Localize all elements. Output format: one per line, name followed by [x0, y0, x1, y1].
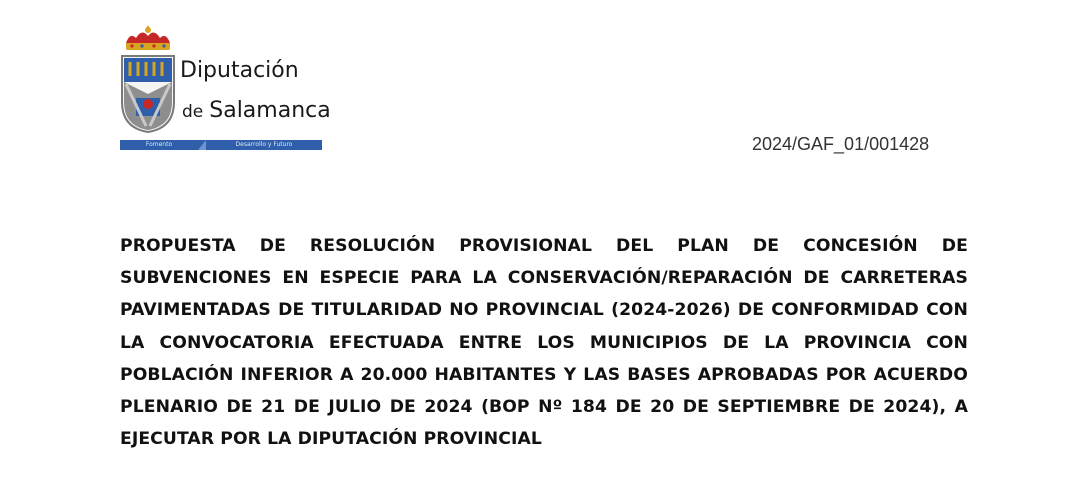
- organization-logo: [118, 26, 331, 152]
- document-title: PROPUESTA DE RESOLUCIÓN PROVISIONAL DEL PLAN DE CONCESIÓN DE SUBVENCIONES EN ESPECIE PARA LA CONSERVACIÓN/REPARACIÓN DE CARRETERAS PAVIMENTADAS DE TITULARIDAD NO PROVINCIAL (2024-2026) DE CONFORMIDAD CON LA CONVOCATORIA EFECTUADA ENTRE LOS MUNICIPIOS DE LA PROVINCIA CON POBLACIÓN INFERIOR A 20.000 HABITANTES Y LAS BASES APROBADAS POR ACUERDO PLENARIO DE 21 DE JULIO DE 2024 (BOP Nº 184 DE 20 DE SEPTIEMBRE DE 2024), A EJECUTAR POR LA DIPUTACIÓN PROVINCIAL: [120, 236, 968, 450]
- banner-divider: [198, 140, 206, 150]
- organization-name-main: Salamanca: [209, 98, 331, 123]
- document-reference: 2024/GAF_01/001428: [752, 134, 930, 154]
- organization-name-line1: Diputación: [180, 58, 299, 83]
- organization-name-line2: [182, 98, 331, 123]
- coat-of-arms-icon: [120, 54, 176, 134]
- banner-left-text: Fomento: [145, 141, 173, 148]
- organization-banner: [120, 140, 322, 150]
- organization-name-prefix: de: [182, 102, 204, 122]
- crown-icon: [122, 26, 174, 52]
- banner-right-text: Desarrollo y Futuro: [206, 140, 322, 150]
